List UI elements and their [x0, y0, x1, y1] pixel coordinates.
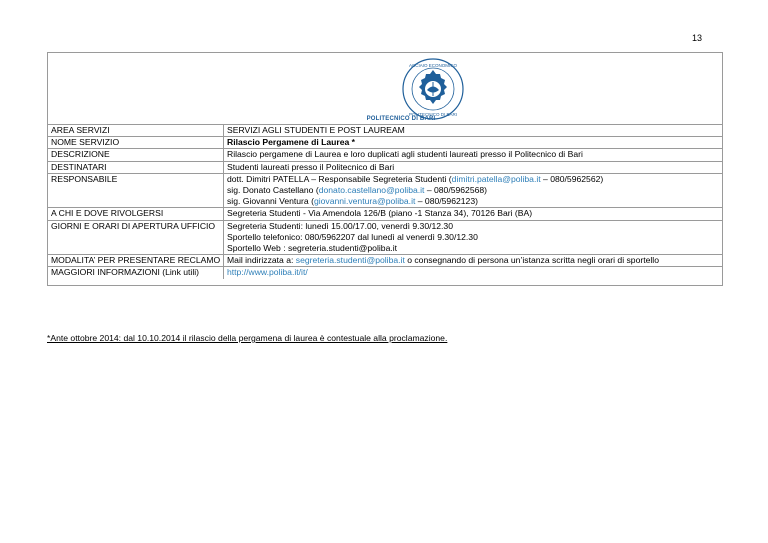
row-value: Segreteria Studenti - Via Amendola 126/B (piano -1 Stanza 34), 70126 Bari (BA) — [224, 208, 723, 220]
row-label: DESTINATARI — [48, 161, 224, 173]
row-value: SERVIZI AGLI STUDENTI E POST LAUREAM — [224, 125, 723, 137]
table-row — [48, 267, 722, 279]
email-link[interactable]: dimitri.patella@poliba.it — [451, 173, 541, 184]
row-value: Segreteria Studenti: lunedì 15.00/17.00, venerdì 9.30/12.30 Sportello telefonico: 080/5962207 dal lunedì al venerdì 9.30/12.30 Sportello Web : segreteria.studenti@poliba.it — [224, 220, 723, 255]
table-row — [48, 137, 722, 149]
row-label: GIORNI E ORARI DI APERTURA UFFICIO — [48, 220, 224, 255]
footnote: *Ante ottobre 2014: dal 10.10.2014 il rilascio della pergamena di laurea è contestuale alla proclamazione. — [47, 333, 448, 343]
row-value: Studenti laureati presso il Politecnico di Bari — [224, 161, 723, 173]
row-label: MODALITA’ PER PRESENTARE RECLAMO — [48, 255, 224, 267]
row-label: DESCRIZIONE — [48, 149, 224, 161]
svg-text:POLITECNICO DI BARI: POLITECNICO DI BARI — [408, 112, 458, 117]
row-label: NOME SERVIZIO — [48, 137, 224, 149]
table-row — [48, 161, 722, 173]
table-row — [48, 149, 722, 161]
table-row — [48, 173, 722, 208]
table-row — [48, 125, 722, 137]
row-value — [224, 267, 723, 279]
row-value: dott. Dimitri PATELLA – Responsabile Segreteria Studenti (dimitri.patella@poliba.it – 080/5962562) sig. Donato Castellano (donato.castellano@poliba.it – 080/5962568) sig. Giovanni Ventura (giovanni.ventura@poliba.it – 080/5962123) — [224, 173, 723, 208]
row-label: RESPONSABILE — [48, 173, 224, 208]
svg-text:ACCIAIO ECONOMICO: ACCIAIO ECONOMICO — [408, 63, 458, 68]
page-number: 13 — [691, 33, 702, 43]
politecnico-logo — [400, 56, 466, 122]
row-label: AREA SERVIZI — [48, 125, 224, 137]
row-label: MAGGIORI INFORMAZIONI (Link utili) — [48, 267, 224, 279]
row-value: Mail indirizzata a: segreteria.studenti@poliba.it o consegnando di persona un’istanza scritta negli orari di sportello — [224, 255, 723, 267]
table-row — [48, 220, 722, 255]
row-label: A CHI E DOVE RIVOLGERSI — [48, 208, 224, 220]
service-card — [47, 52, 723, 286]
service-info-table — [48, 124, 722, 279]
service-name: Rilascio Pergamene di Laurea * — [224, 137, 723, 149]
logo-caption: POLITECNICO DI BARI — [366, 116, 436, 122]
logo-area — [48, 53, 722, 124]
email-link[interactable]: donato.castellano@poliba.it — [318, 185, 425, 196]
table-row — [48, 208, 722, 220]
email-link[interactable]: segreteria.studenti@poliba.it — [295, 255, 408, 266]
row-value: Rilascio pergamene di Laurea e loro duplicati agli studenti laureati presso il Politecnico di Bari — [224, 149, 723, 161]
table-row — [48, 255, 722, 267]
email-link[interactable]: giovanni.ventura@poliba.it — [313, 196, 416, 207]
website-link[interactable]: http://www.poliba.it/it/ — [227, 267, 308, 278]
